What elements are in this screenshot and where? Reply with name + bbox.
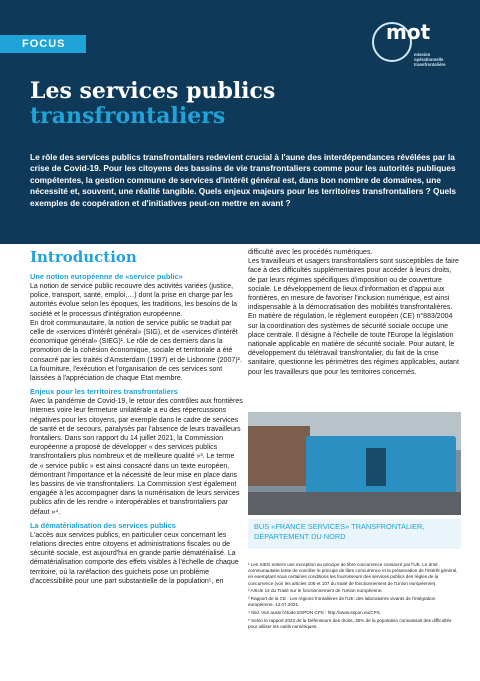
paragraph: La notion de service public recouvre des activités variées (justice, police, transport, santé, emploi,…) dont la prise en charge par les autorités évolue selon les époques, les traditions, les besoins de la société et le processus d'intégration européenne. (30, 283, 238, 318)
photo-bus-door (366, 448, 386, 486)
footnote: ⁵ Selon le rapport 2022 de la Défenseure des droits, 35% de la population connaissait des difficultés pour utiliser les outils numériques. (248, 617, 452, 629)
paragraph: Avec la pandémie de Covid-19, le retour des contrôles aux frontières internes voire leur fermeture unilatérale a eu des répercussions négatives pour les citoyens, par exemple dans le cadre de services de santé et de secours, paralysés par l'absence de leurs travailleurs frontaliers. Dans son rapport du 14 juillet 2021, la Commission européenne a proposé de développer « des services publics transfrontaliers plus nombreux et de meilleure qualité »³. Le terme de « service public » est ainsi consacré dans un texte européen, démontrant l'importance et la nécessité de leur mise en place dans les bassins de vie transfrontaliers. La Commission s'est également engagée à les accompagner dans la numérisation de leurs services publics afin de les rendre « interopérables et transfrontaliers par défaut »⁴. (30, 398, 243, 516)
subheading-enjeux: Enjeux pour les territoires transfrontaliers (30, 387, 178, 397)
logo-tagline-1: mission (414, 52, 431, 57)
mot-logo (372, 10, 468, 70)
footnotes (248, 562, 461, 632)
footnote: ¹ Les SIEG restent une exception au principe de libre concurrence consacré par l'UE. Le droit communautaire tente de concilier le principe de libre concurrence et la préservation de l'intérêt général, en exemptant sous certaines conditions les fournisseurs des services publics des règles de la concurrence (voir les articles 106 et 107 du traité de fonctionnement de l'Union européenne). (248, 562, 458, 586)
lead-paragraph: Le rôle des services publics transfrontaliers redevient crucial à l'aune des interdépendances révélées par la crise de Covid-19. Pour les citoyens des bassins de vie transfrontaliers comme pour les autorités publiques compétentes, la gestion commune de services d'intérêt général est, dans bon nombre de domaines, une nécessité et, souvent, une réalité tangible. Quels enjeux majeurs pour les territoires transfrontaliers ? Quels exemples de coopération et d'initiatives peut-on mettre en avant ? (30, 152, 457, 208)
bus-photo (248, 412, 461, 515)
logo-tagline-3: transfrontalière (414, 62, 446, 67)
paragraph: difficulté avec les procédés numériques. (248, 249, 373, 256)
page-title-line2: transfrontaliers (30, 103, 226, 129)
footnote: ³ Rapport de la CE : Les régions frontalières de l'UE: des laboratoires vivants de l'intégration européenne, 14.07.2021. (248, 596, 436, 608)
left-column (30, 248, 243, 586)
photo-ground (248, 492, 461, 515)
hero-banner (0, 0, 480, 244)
footnote: ⁴ Ibid. Voir aussi l'étude ESPON CPS : http://www.espon.eu/CPS. (248, 609, 382, 615)
footnote: ² Article 14 du Traité sur le fonctionnement de l'Union européenne. (248, 588, 383, 594)
paragraph: Les travailleurs et usagers transfrontaliers sont susceptibles de faire face à des difficultés supplémentaires pour accéder à leurs droits, de par leurs régimes spécifiques d'imposition ou de couverture sociale. Le développement de lieux d'information et d'appui aux frontières, en mesure de favoriser l'inclusion numérique, est ainsi indispensable à la démocratisation des mobilités transfrontalières. (248, 258, 459, 312)
subheading-notion: Une notion européenne de «service public» (30, 272, 183, 281)
paragraph: En droit communautaire, la notion de service public se traduit par celle de «services d'intérêt général» (SIG), et de «services d'intérêt économique général» (SIEG)¹. Le rôle de ces derniers dans la promotion de la cohésion économique, sociale et territoriale a été consacré par les traités d'Amsterdam (1997) et de Lisbonne (2007)². La fourniture, l'exécution et l'organisation de ces services sont laissées à l'appréciation de chaque Etat membre. (30, 319, 242, 383)
paragraph: En matière de régulation, le règlement européen (CE) n°883/2004 sur la coordination des systèmes de sécurité sociale occupe une place centrale. Il désigne à l'échelle de toute l'Europe la législation nationale applicable en matière de sécurité sociale. Pour autant, le développement du télétravail transfrontalier, du fait de la crise sanitaire, questionne les périmètres des régimes applicables, autant pour les travailleurs que pour les territoires concernés. (248, 313, 459, 376)
logo-tagline-2: opérationnelle (414, 57, 444, 62)
introduction-heading: Introduction (30, 248, 137, 266)
focus-label: FOCUS (0, 35, 86, 53)
photo-caption: BUS «FRANCE SERVICES» TRANSFRONTALIER, DÉPARTEMENT DU NORD (248, 519, 461, 549)
right-column (248, 248, 461, 377)
page-title-line1: Les services publics (30, 78, 276, 104)
paragraph: L'accès aux services publics, en particulier ceux concernant les relations directes entre citoyens et administrations fiscales ou de sécurité sociale, est aujourd'hui en grande partie dématérialisé. La dématérialisation comporte des effets visibles à l'échelle de chaque territoire, où la raréfaction des guichets pose un problème d'accessibilité pour une part substantielle de la population⁵, en (30, 531, 239, 585)
photo-building (248, 426, 310, 486)
logo-brand: mot (386, 20, 431, 44)
subheading-dematerialisation: La dématérialisation des services publics (30, 520, 176, 530)
